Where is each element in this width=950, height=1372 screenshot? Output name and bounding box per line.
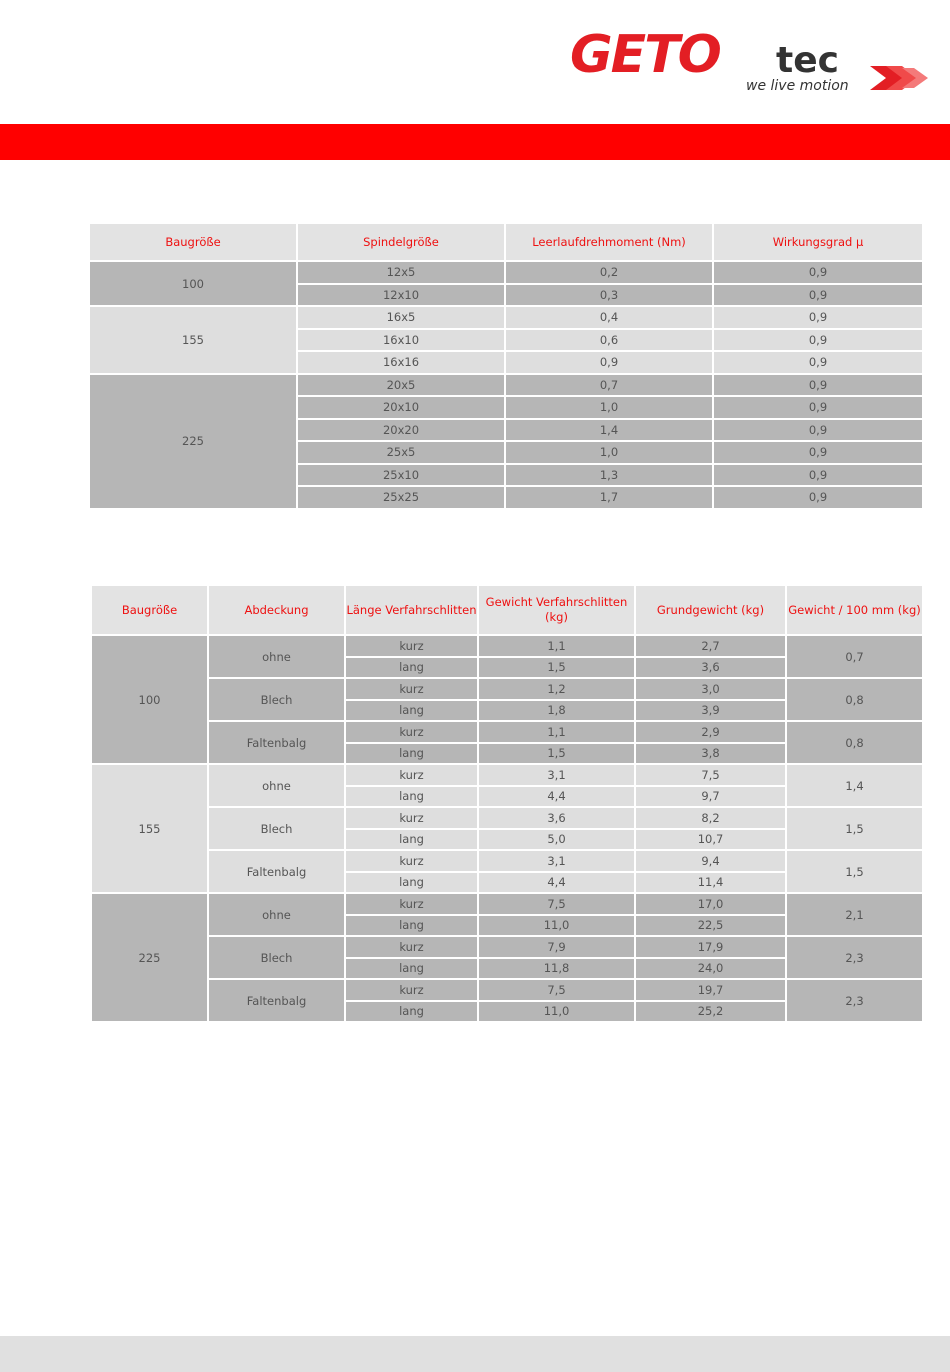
carriage-weight-cell: 1,1 xyxy=(478,721,635,743)
torque-cell: 0,6 xyxy=(505,329,713,352)
cover-cell: Blech xyxy=(208,678,345,721)
cover-cell: ohne xyxy=(208,764,345,807)
cover-cell: Faltenbalg xyxy=(208,979,345,1022)
cover-cell: Blech xyxy=(208,936,345,979)
spindle-cell: 16x10 xyxy=(297,329,505,352)
length-cell: lang xyxy=(345,786,478,808)
efficiency-cell: 0,9 xyxy=(713,486,923,509)
header-abdeckung: Abdeckung xyxy=(208,585,345,635)
spindle-cell: 12x10 xyxy=(297,284,505,307)
base-weight-cell: 25,2 xyxy=(635,1001,786,1023)
base-weight-cell: 2,9 xyxy=(635,721,786,743)
spindle-cell: 16x16 xyxy=(297,351,505,374)
carriage-weight-cell: 11,0 xyxy=(478,915,635,937)
spindle-torque-table xyxy=(88,222,924,510)
size-cell: 100 xyxy=(91,635,208,764)
weight-per-100mm-cell: 0,8 xyxy=(786,678,923,721)
carriage-weight-cell: 4,4 xyxy=(478,872,635,894)
weight-per-100mm-cell: 0,8 xyxy=(786,721,923,764)
cover-cell: ohne xyxy=(208,635,345,678)
base-weight-cell: 17,9 xyxy=(635,936,786,958)
length-cell: kurz xyxy=(345,807,478,829)
base-weight-cell: 11,4 xyxy=(635,872,786,894)
header-gewicht-verfahrschlitten: Gewicht Verfahrschlitten (kg) xyxy=(478,585,635,635)
length-cell: kurz xyxy=(345,635,478,657)
length-cell: lang xyxy=(345,915,478,937)
cover-cell: ohne xyxy=(208,893,345,936)
length-cell: kurz xyxy=(345,764,478,786)
efficiency-cell: 0,9 xyxy=(713,419,923,442)
efficiency-cell: 0,9 xyxy=(713,329,923,352)
length-cell: kurz xyxy=(345,936,478,958)
weight-per-100mm-cell: 1,5 xyxy=(786,850,923,893)
size-cell: 100 xyxy=(89,261,297,306)
header-grundgewicht: Grundgewicht (kg) xyxy=(635,585,786,635)
torque-cell: 0,9 xyxy=(505,351,713,374)
length-cell: lang xyxy=(345,958,478,980)
arrow-chevrons-icon xyxy=(870,66,928,90)
base-weight-cell: 9,7 xyxy=(635,786,786,808)
efficiency-cell: 0,9 xyxy=(713,306,923,329)
spindle-cell: 12x5 xyxy=(297,261,505,284)
torque-cell: 0,2 xyxy=(505,261,713,284)
size-cell: 225 xyxy=(89,374,297,509)
base-weight-cell: 8,2 xyxy=(635,807,786,829)
carriage-weight-cell: 1,1 xyxy=(478,635,635,657)
cover-cell: Faltenbalg xyxy=(208,850,345,893)
carriage-weight-cell: 1,5 xyxy=(478,743,635,765)
carriage-weight-cell: 3,1 xyxy=(478,764,635,786)
footer-bar xyxy=(0,1336,950,1372)
carriage-weight-cell: 4,4 xyxy=(478,786,635,808)
carriage-weight-cell: 1,2 xyxy=(478,678,635,700)
weight-table xyxy=(90,584,924,1023)
weight-per-100mm-cell: 2,3 xyxy=(786,936,923,979)
spindle-cell: 20x10 xyxy=(297,396,505,419)
size-cell: 155 xyxy=(91,764,208,893)
carriage-weight-cell: 1,8 xyxy=(478,700,635,722)
carriage-weight-cell: 11,8 xyxy=(478,958,635,980)
carriage-weight-cell: 7,9 xyxy=(478,936,635,958)
length-cell: lang xyxy=(345,829,478,851)
logo-brand-right: tec xyxy=(776,40,839,81)
header-red-bar xyxy=(0,124,950,160)
weight-per-100mm-cell: 2,1 xyxy=(786,893,923,936)
efficiency-cell: 0,9 xyxy=(713,261,923,284)
base-weight-cell: 10,7 xyxy=(635,829,786,851)
length-cell: lang xyxy=(345,872,478,894)
carriage-weight-cell: 5,0 xyxy=(478,829,635,851)
header-laenge-verfahrschlitten: Länge Verfahrschlitten xyxy=(345,585,478,635)
table-header-row xyxy=(89,223,923,261)
table-row xyxy=(91,850,923,872)
table-header-row xyxy=(91,585,923,635)
torque-cell: 0,7 xyxy=(505,374,713,397)
table-row xyxy=(89,306,923,329)
cover-cell: Faltenbalg xyxy=(208,721,345,764)
length-cell: lang xyxy=(345,743,478,765)
table-row xyxy=(89,374,923,397)
length-cell: lang xyxy=(345,657,478,679)
torque-cell: 1,0 xyxy=(505,396,713,419)
efficiency-cell: 0,9 xyxy=(713,396,923,419)
base-weight-cell: 7,5 xyxy=(635,764,786,786)
size-cell: 225 xyxy=(91,893,208,1022)
length-cell: kurz xyxy=(345,678,478,700)
logo-brand-left: GETO xyxy=(570,25,720,85)
carriage-weight-cell: 7,5 xyxy=(478,979,635,1001)
spindle-cell: 25x25 xyxy=(297,486,505,509)
torque-cell: 1,7 xyxy=(505,486,713,509)
logo-tagline: we live motion xyxy=(746,78,849,94)
table-row xyxy=(91,979,923,1001)
efficiency-cell: 0,9 xyxy=(713,284,923,307)
size-cell: 155 xyxy=(89,306,297,374)
carriage-weight-cell: 7,5 xyxy=(478,893,635,915)
length-cell: kurz xyxy=(345,979,478,1001)
table-row xyxy=(89,261,923,284)
getotec-logo xyxy=(570,24,930,100)
table-row xyxy=(91,807,923,829)
table-row xyxy=(91,635,923,657)
table-row xyxy=(91,936,923,958)
header-baugroesse: Baugröße xyxy=(91,585,208,635)
weight-per-100mm-cell: 1,5 xyxy=(786,807,923,850)
spindle-cell: 16x5 xyxy=(297,306,505,329)
spindle-cell: 20x5 xyxy=(297,374,505,397)
length-cell: lang xyxy=(345,1001,478,1023)
efficiency-cell: 0,9 xyxy=(713,441,923,464)
length-cell: kurz xyxy=(345,721,478,743)
spindle-cell: 20x20 xyxy=(297,419,505,442)
base-weight-cell: 22,5 xyxy=(635,915,786,937)
table-row xyxy=(91,893,923,915)
base-weight-cell: 3,6 xyxy=(635,657,786,679)
weight-per-100mm-cell: 2,3 xyxy=(786,979,923,1022)
carriage-weight-cell: 3,6 xyxy=(478,807,635,829)
header-leerlaufdrehmoment: Leerlaufdrehmoment (Nm) xyxy=(505,223,713,261)
carriage-weight-cell: 11,0 xyxy=(478,1001,635,1023)
base-weight-cell: 2,7 xyxy=(635,635,786,657)
torque-cell: 1,0 xyxy=(505,441,713,464)
base-weight-cell: 24,0 xyxy=(635,958,786,980)
base-weight-cell: 9,4 xyxy=(635,850,786,872)
length-cell: kurz xyxy=(345,850,478,872)
length-cell: kurz xyxy=(345,893,478,915)
header-baugroesse: Baugröße xyxy=(89,223,297,261)
carriage-weight-cell: 1,5 xyxy=(478,657,635,679)
cover-cell: Blech xyxy=(208,807,345,850)
weight-per-100mm-cell: 0,7 xyxy=(786,635,923,678)
efficiency-cell: 0,9 xyxy=(713,351,923,374)
header-wirkungsgrad: Wirkungsgrad µ xyxy=(713,223,923,261)
spindle-cell: 25x5 xyxy=(297,441,505,464)
base-weight-cell: 3,9 xyxy=(635,700,786,722)
header-gewicht-100mm: Gewicht / 100 mm (kg) xyxy=(786,585,923,635)
torque-cell: 1,4 xyxy=(505,419,713,442)
table-row xyxy=(91,764,923,786)
table-row xyxy=(91,721,923,743)
torque-cell: 1,3 xyxy=(505,464,713,487)
base-weight-cell: 3,0 xyxy=(635,678,786,700)
base-weight-cell: 17,0 xyxy=(635,893,786,915)
base-weight-cell: 19,7 xyxy=(635,979,786,1001)
spindle-cell: 25x10 xyxy=(297,464,505,487)
carriage-weight-cell: 3,1 xyxy=(478,850,635,872)
base-weight-cell: 3,8 xyxy=(635,743,786,765)
header-spindelgroesse: Spindelgröße xyxy=(297,223,505,261)
table-row xyxy=(91,678,923,700)
weight-per-100mm-cell: 1,4 xyxy=(786,764,923,807)
torque-cell: 0,4 xyxy=(505,306,713,329)
torque-cell: 0,3 xyxy=(505,284,713,307)
efficiency-cell: 0,9 xyxy=(713,464,923,487)
efficiency-cell: 0,9 xyxy=(713,374,923,397)
length-cell: lang xyxy=(345,700,478,722)
